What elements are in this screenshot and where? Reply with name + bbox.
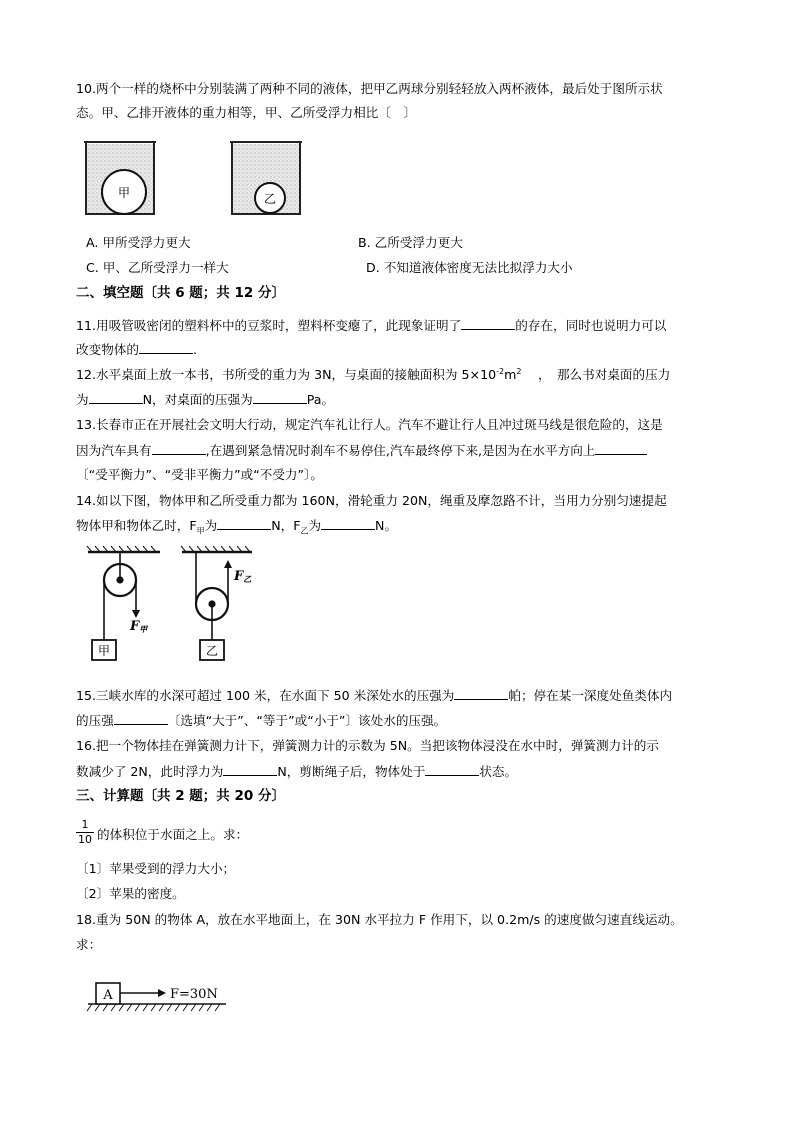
q17-line-1: 的体积位于水面之上。求： (97, 827, 249, 842)
q15-text-3: 的压强 (76, 713, 114, 728)
q14-line-2 (76, 516, 397, 535)
q14-text-2: 为 (204, 518, 218, 533)
q10-line-1: 10.两个一样的烧杯中分别装满了两种不同的液体，把甲乙两球分别轻轻放入两杯液体，最后处于图所示状 (76, 81, 663, 96)
q11-text-1: 11.用吸管吸密闭的塑料杯中的豆浆时，塑料杯变瘪了，此现象证明了 (76, 318, 462, 333)
fraction-denominator: 10 (78, 833, 92, 846)
q12-unit: m (504, 367, 517, 382)
q14-blank-1[interactable] (217, 516, 271, 530)
q13-blank-2[interactable] (595, 441, 647, 455)
q16-blank-1[interactable] (223, 762, 277, 776)
q11-blank-2[interactable] (139, 340, 193, 354)
q12-text-1: 12.水平桌面上放一本书，书所受的重力为 3N，与桌面的接触面积为 5×10 (76, 367, 497, 382)
force-label: F=30N (170, 987, 218, 1002)
q17-line-2: 〔1〕苹果受到的浮力大小； (76, 861, 236, 876)
q14-sub-a: 甲 (196, 526, 205, 536)
q15-text-4: 〔选填“大于”、“等于”或“小于”〕该处水的压强。 (167, 713, 447, 728)
q15-line-2 (76, 711, 446, 730)
q11-text-2: 的存在，同时也说明力可以 (515, 318, 667, 333)
q16-text-2: N，剪断绳子后，物体处于 (277, 764, 426, 779)
q16-line-1: 16.把一个物体挂在弹簧测力计下，弹簧测力计的示数为 5N。当把该物体浸没在水中时，弹簧测力计的示 (76, 738, 659, 753)
q13-line-1: 13.长春市正在开展社会文明大行动，规定汽车礼让行人。汽车不避让行人且冲过斑马线是很危险的，这是 (76, 417, 663, 432)
q12-exponent: -2 (496, 366, 505, 376)
q16-line-2 (76, 762, 517, 781)
q15-line-1 (76, 686, 672, 705)
q16-blank-2[interactable] (425, 762, 479, 776)
q11-text-4: . (192, 342, 197, 357)
q14-text-3: N，F (271, 518, 301, 533)
q10-option-b: B. 乙所受浮力更大 (358, 235, 463, 250)
q11-blank-1[interactable] (461, 316, 515, 330)
q11-line-1 (76, 316, 666, 335)
q12-text-2: ， 那么书对桌面的压力 (521, 367, 671, 382)
q16-text-3: 状态。 (479, 764, 518, 779)
q16-text-1: 数减少了 2N，此时浮力为 (76, 764, 224, 779)
q11-line-2 (76, 340, 197, 359)
q18-force-figure (86, 980, 236, 1020)
q12-text-5: Pa。 (306, 392, 335, 407)
ball-a-label: 甲 (117, 186, 131, 200)
q15-text-1: 15.三峡水库的水深可超过 100 米，在水面下 50 米深处水的压强为 (76, 688, 455, 703)
q15-blank-1[interactable] (454, 686, 508, 700)
q11-text-3: 改变物体的 (76, 342, 139, 357)
q12-blank-2[interactable] (253, 390, 307, 404)
q10-option-d: D. 不知道液体密度无法比拟浮力大小 (366, 260, 573, 275)
q15-blank-2[interactable] (114, 711, 168, 725)
q13-blank-1[interactable] (152, 441, 206, 455)
q13-line-3: 〔“受平衡力”、“受非平衡力”或“不受力”〕。 (76, 467, 323, 482)
q18-line-1: 18.重为 50N 的物体 A，放在水平地面上，在 30N 水平拉力 F 作用下，以 0.2m/s 的速度做匀速直线运动。 (76, 912, 683, 927)
q14-pulley-figure (86, 544, 266, 668)
section-3-title: 三、计算题〔共 2 题；共 20 分〕 (76, 788, 285, 804)
q12-blank-1[interactable] (89, 390, 143, 404)
q13-line-2 (76, 441, 647, 460)
q12-line-1 (76, 366, 670, 384)
q12-line-2 (76, 390, 334, 409)
box-b-label: 乙 (205, 644, 219, 658)
q13-text-1: 因为汽车具有 (76, 443, 152, 458)
q12-unit-square: 2 (516, 366, 522, 376)
q10-option-a: A. 甲所受浮力更大 (86, 235, 191, 250)
q18-line-2: 求： (76, 937, 102, 952)
ball-b-label: 乙 (263, 192, 277, 206)
force-arrow (158, 989, 166, 997)
q14-sub-b: 乙 (300, 526, 309, 536)
force-b-label: F乙 (234, 569, 252, 584)
q15-text-2: 帕；停在某一深度处鱼类体内 (508, 688, 673, 703)
q10-beakers-figure (80, 140, 320, 220)
q12-text-3: 为 (76, 392, 89, 407)
q10-line-2: 态。甲、乙排开液体的重力相等，甲、乙所受浮力相比〔 〕 (76, 105, 417, 120)
q12-text-4: N，对桌面的压强为 (142, 392, 253, 407)
fraction-numerator: 1 (76, 818, 94, 833)
q17-line-3: 〔2〕苹果的密度。 (76, 886, 185, 901)
box-a-label: 甲 (97, 644, 111, 658)
q14-text-5: N。 (375, 518, 398, 533)
fraction-one-tenth (76, 818, 94, 847)
q14-text-1: 物体甲和物体乙时，F (76, 518, 197, 533)
section-2-title: 二、填空题〔共 6 题；共 12 分〕 (76, 285, 285, 301)
q10-option-c: C. 甲、乙所受浮力一样大 (86, 260, 229, 275)
q14-line-1: 14.如以下图，物体甲和乙所受重力都为 160N，滑轮重力 20N，绳重及摩忽路不计，当用力分别匀速提起 (76, 493, 667, 508)
q14-blank-2[interactable] (321, 516, 375, 530)
beaker-b (230, 142, 302, 214)
block-a-label: A (103, 988, 113, 1003)
q14-text-4: 为 (308, 518, 322, 533)
q13-text-2: ,在遇到紧急情况时刹车不易停住,汽车最终停下来,是因为在水平方向上 (205, 443, 596, 458)
force-a-label: F甲 (130, 619, 148, 634)
beaker-a (84, 142, 156, 214)
